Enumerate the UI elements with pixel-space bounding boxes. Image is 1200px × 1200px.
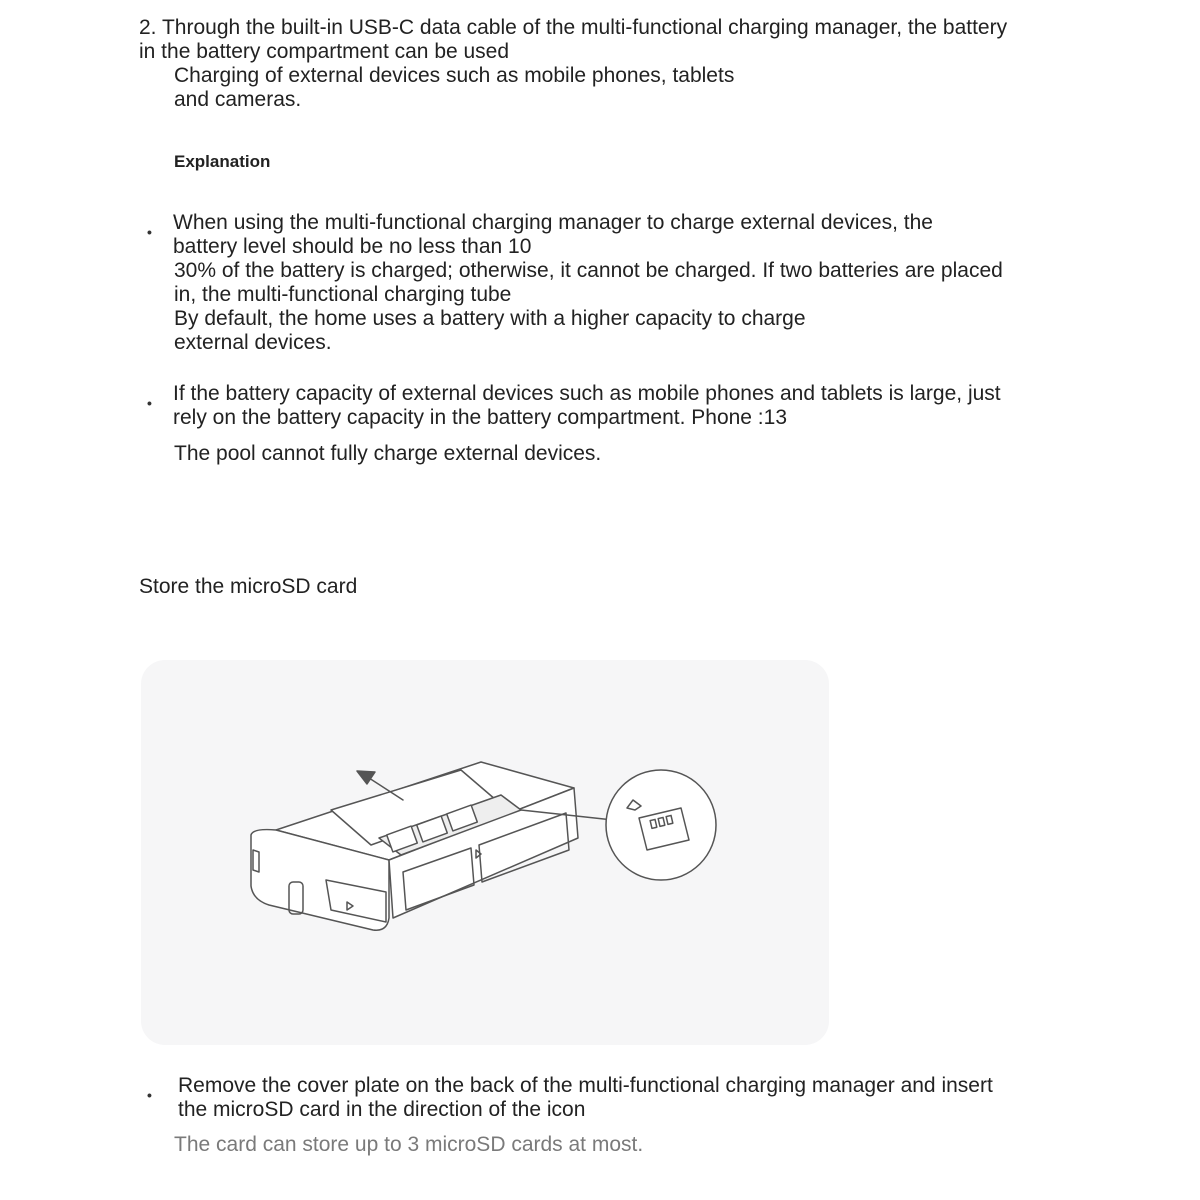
explanation-bullet-1-line-5: By default, the home uses a battery with a higher capacity to charge — [174, 307, 806, 330]
step-2-line-3: Charging of external devices such as mobile phones, tablets — [174, 64, 735, 87]
step-2-line-4: and cameras. — [174, 88, 302, 111]
charging-manager-icon — [141, 660, 829, 1045]
bullet-marker: • — [147, 1087, 152, 1103]
step-2-line-1: 2. Through the built-in USB-C data cable of the multi-functional charging manager, the battery — [139, 16, 1008, 39]
microsd-bullet-line-1: Remove the cover plate on the back of the multi-functional charging manager and insert — [178, 1074, 993, 1097]
bullet-marker: • — [147, 224, 152, 240]
bullet-marker: • — [147, 395, 152, 411]
explanation-bullet-1-line-4: in, the multi-functional charging tube — [174, 283, 512, 306]
explanation-bullet-2-line-1: If the battery capacity of external devices such as mobile phones and tablets is large, just — [173, 382, 1001, 405]
explanation-bullet-1-line-3: 30% of the battery is charged; otherwise, it cannot be charged. If two batteries are placed — [174, 259, 1003, 282]
explanation-bullet-2-line-3: The pool cannot fully charge external devices. — [174, 442, 602, 465]
explanation-bullet-1-line-1: When using the multi-functional charging manager to charge external devices, the — [173, 211, 933, 234]
step-2-line-2: in the battery compartment can be used — [139, 40, 510, 63]
explanation-bullet-2-line-2: rely on the battery capacity in the battery compartment. Phone :13 — [173, 406, 788, 429]
explanation-bullet-1-line-2: battery level should be no less than 10 — [173, 235, 532, 258]
microsd-heading: Store the microSD card — [139, 575, 358, 598]
explanation-heading: Explanation — [174, 152, 271, 171]
microsd-bullet-line-2: the microSD card in the direction of the icon — [178, 1098, 586, 1121]
charging-manager-illustration — [141, 660, 829, 1045]
microsd-note: The card can store up to 3 microSD cards at most. — [174, 1133, 644, 1156]
explanation-bullet-1-line-6: external devices. — [174, 331, 332, 354]
